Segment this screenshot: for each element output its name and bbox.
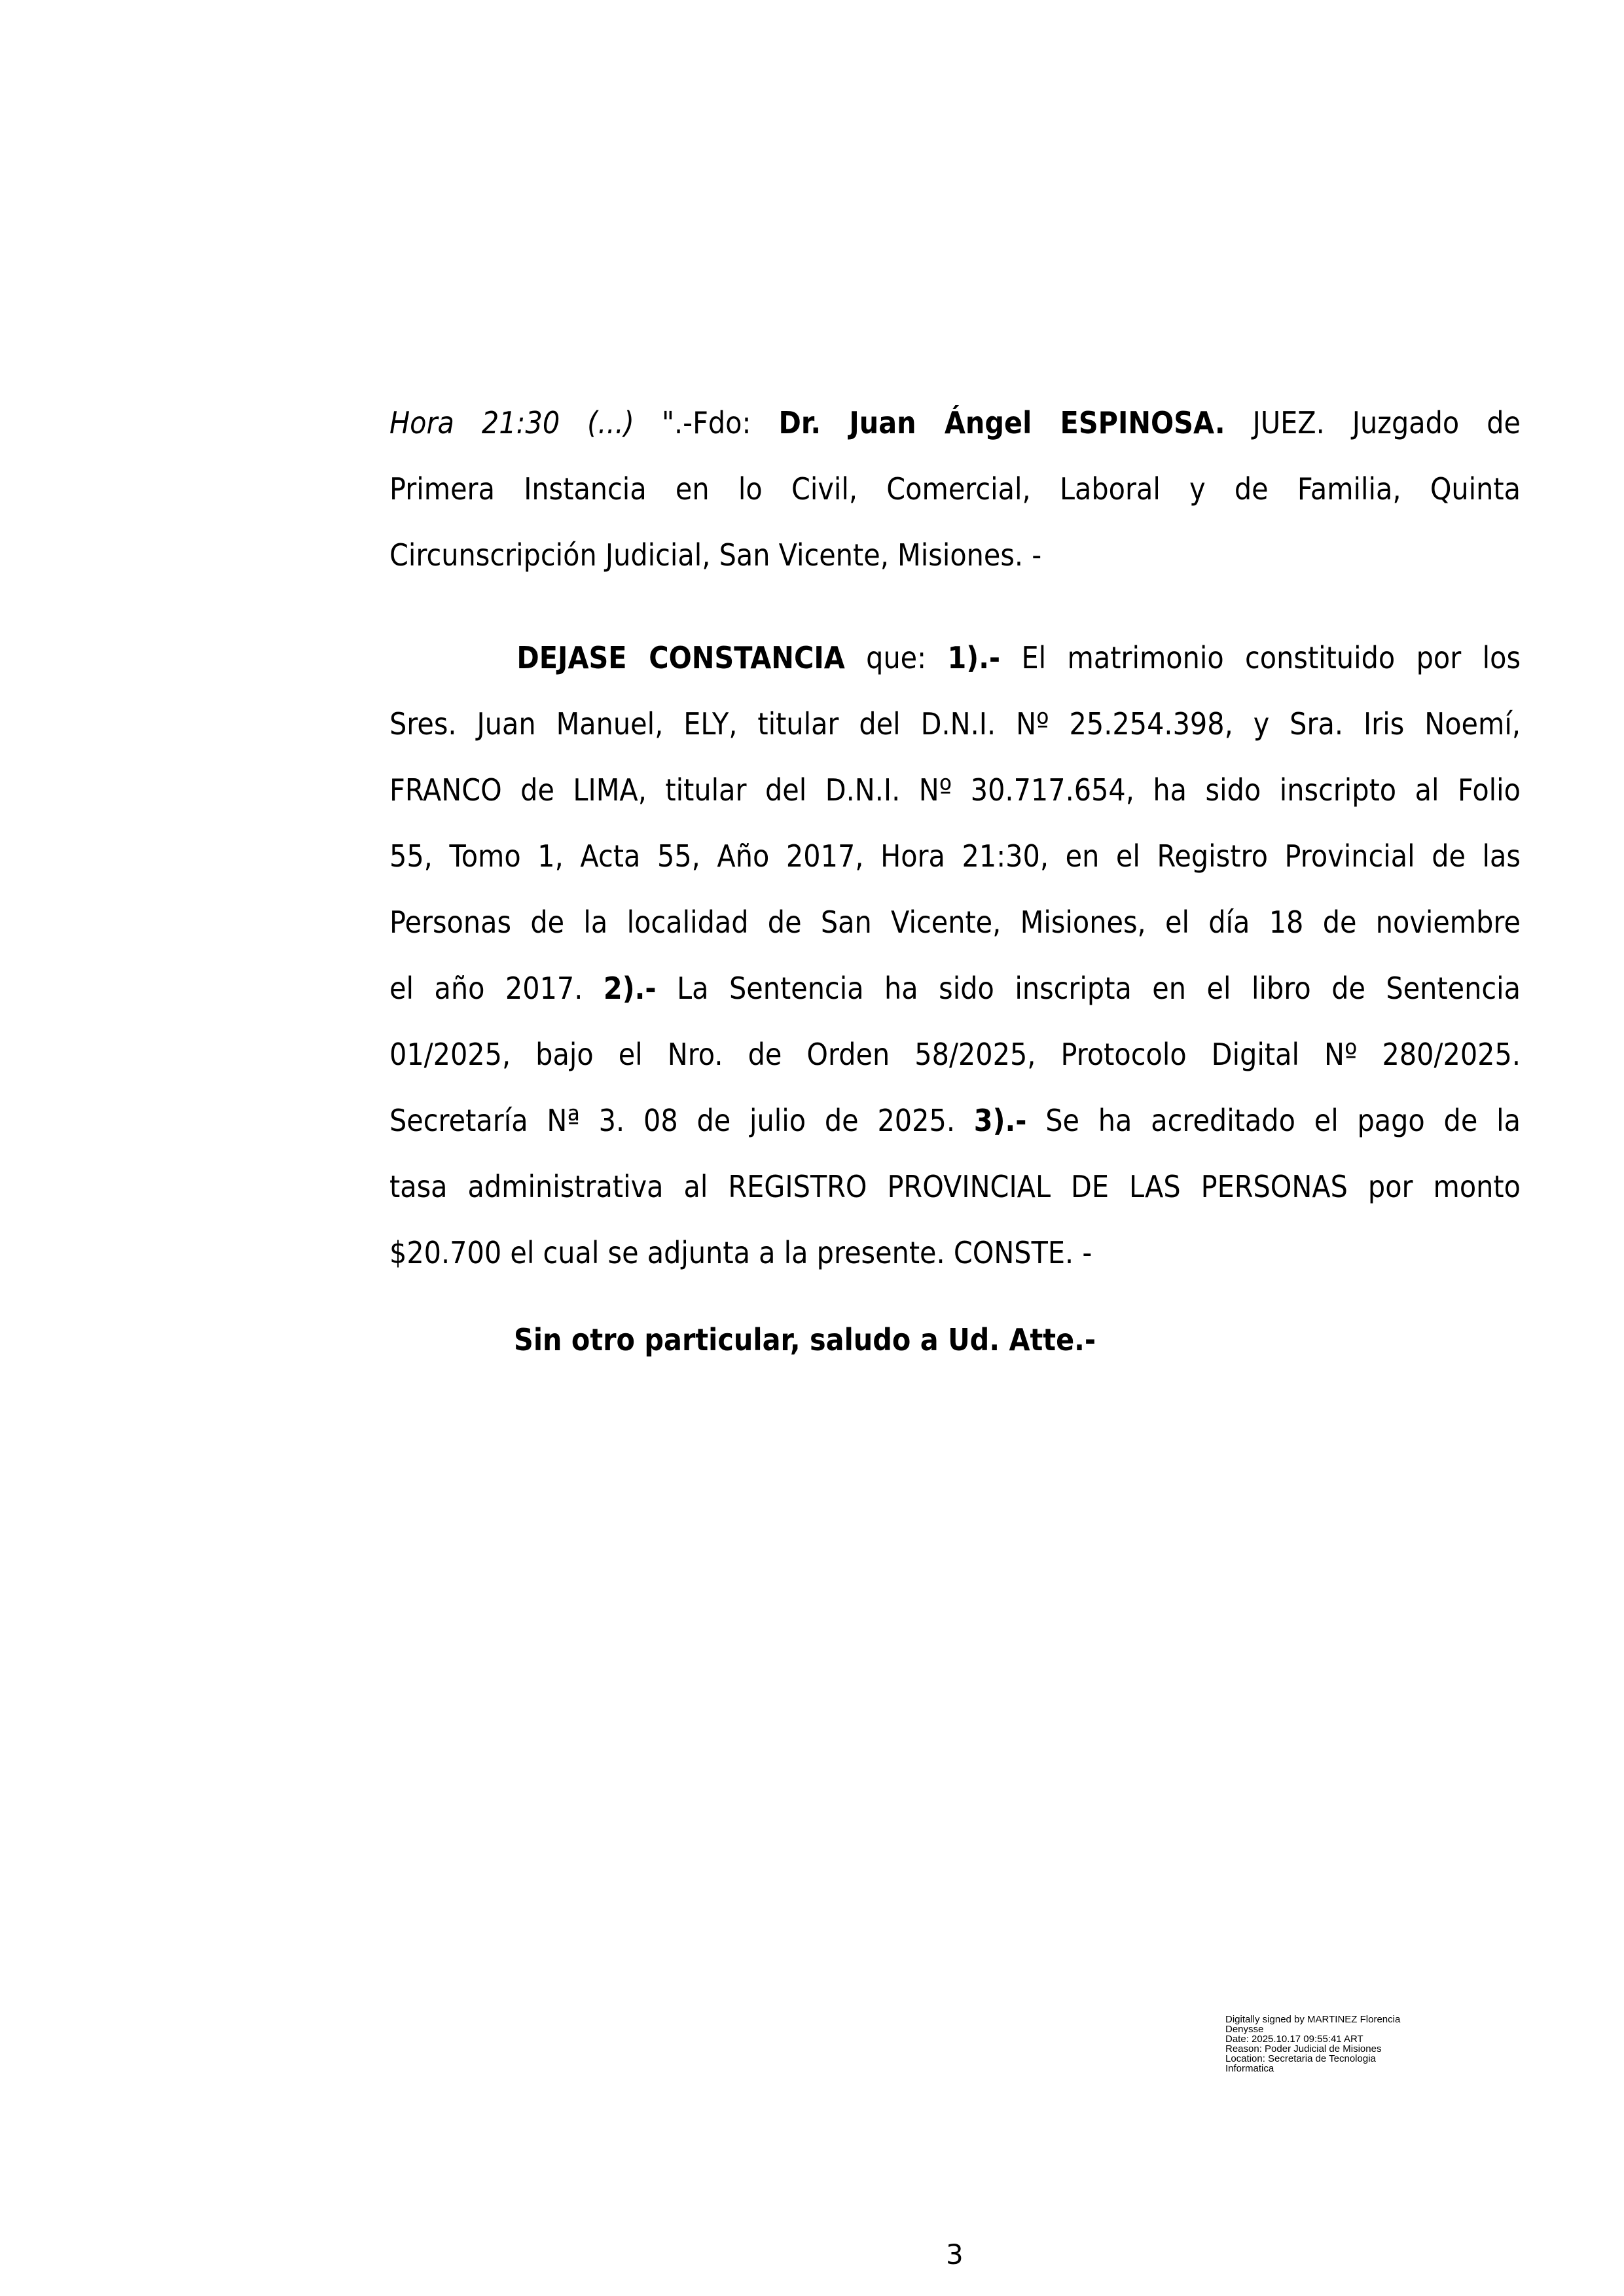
signature-line: Denysse xyxy=(1225,2024,1264,2035)
signature-line: Location: Secretaria de Tecnologia xyxy=(1225,2053,1376,2064)
signature-line: Date: 2025.10.17 09:55:41 ART xyxy=(1225,2034,1363,2045)
text-run: Circunscripción Judicial, San Vicente, Misiones. - xyxy=(389,537,1042,573)
text-line xyxy=(389,390,1521,456)
text-run: 55, Tomo 1, Acta 55, Año 2017, Hora 21:30, en el Registro Provincial de las xyxy=(389,838,1521,874)
signature-line: Digitally signed by MARTINEZ Florencia xyxy=(1225,2014,1401,2025)
text-run: el año 2017. xyxy=(389,971,604,1006)
digital-signature-block xyxy=(1225,2015,1400,2073)
text-line xyxy=(389,956,1521,1022)
text-run: ".-Fdo: xyxy=(634,405,779,440)
text-run: Secretaría Nª 3. 08 de julio de 2025. xyxy=(389,1103,974,1138)
text-line xyxy=(389,757,1521,823)
text-line xyxy=(389,1088,1521,1154)
text-run: El matrimonio constituido por los xyxy=(1000,640,1521,675)
text-run: 01/2025, bajo el Nro. de Orden 58/2025, Protocolo Digital Nº 280/2025. xyxy=(389,1037,1521,1072)
text-line xyxy=(389,1154,1521,1220)
text-line xyxy=(389,456,1521,522)
text-run: Se ha acreditado el pago de la xyxy=(1026,1103,1521,1138)
bold-text: DEJASE CONSTANCIA xyxy=(516,640,845,675)
text-run: $20.700 el cual se adjunta a la presente. CONSTE. - xyxy=(389,1235,1092,1270)
text-line xyxy=(389,691,1521,757)
text-line xyxy=(389,889,1521,956)
signature-line: Reason: Poder Judicial de Misiones xyxy=(1225,2043,1382,2054)
text-run: tasa administrativa al REGISTRO PROVINCIAL DE LAS PERSONAS por monto xyxy=(389,1169,1521,1204)
italic-text: Hora 21:30 (...) xyxy=(389,405,634,440)
text-line xyxy=(389,522,1521,588)
bold-text: 1).- xyxy=(947,640,1001,675)
text-line xyxy=(389,1022,1521,1088)
bold-text: Dr. Juan Ángel ESPINOSA. xyxy=(778,405,1225,440)
page-number: 3 xyxy=(946,2238,964,2270)
closing-salutation: Sin otro particular, saludo a Ud. Atte.- xyxy=(514,1322,1096,1357)
bold-text: 2).- xyxy=(603,971,657,1006)
paragraph-dejase-constancia xyxy=(389,625,1521,1286)
text-line xyxy=(389,1220,1521,1286)
text-line xyxy=(389,625,1521,691)
text-run: Personas de la localidad de San Vicente, Misiones, el día 18 de noviembre xyxy=(389,905,1521,940)
text-run: JUEZ. Juzgado de xyxy=(1225,405,1521,440)
text-run: La Sentencia ha sido inscripta en el libro de Sentencia xyxy=(656,971,1521,1006)
paragraph-judgment-citation xyxy=(389,390,1521,588)
text-run: Primera Instancia en lo Civil, Comercial, Laboral y de Familia, Quinta xyxy=(389,471,1521,507)
bold-text: 3).- xyxy=(973,1103,1027,1138)
text-line xyxy=(389,823,1521,889)
signature-line: Informatica xyxy=(1225,2063,1274,2074)
text-run: Sres. Juan Manuel, ELY, titular del D.N.I. Nº 25.254.398, y Sra. Iris Noemí, xyxy=(389,706,1521,742)
text-run: que: xyxy=(844,640,948,675)
text-run: FRANCO de LIMA, titular del D.N.I. Nº 30.717.654, ha sido inscripto al Folio xyxy=(389,772,1521,808)
